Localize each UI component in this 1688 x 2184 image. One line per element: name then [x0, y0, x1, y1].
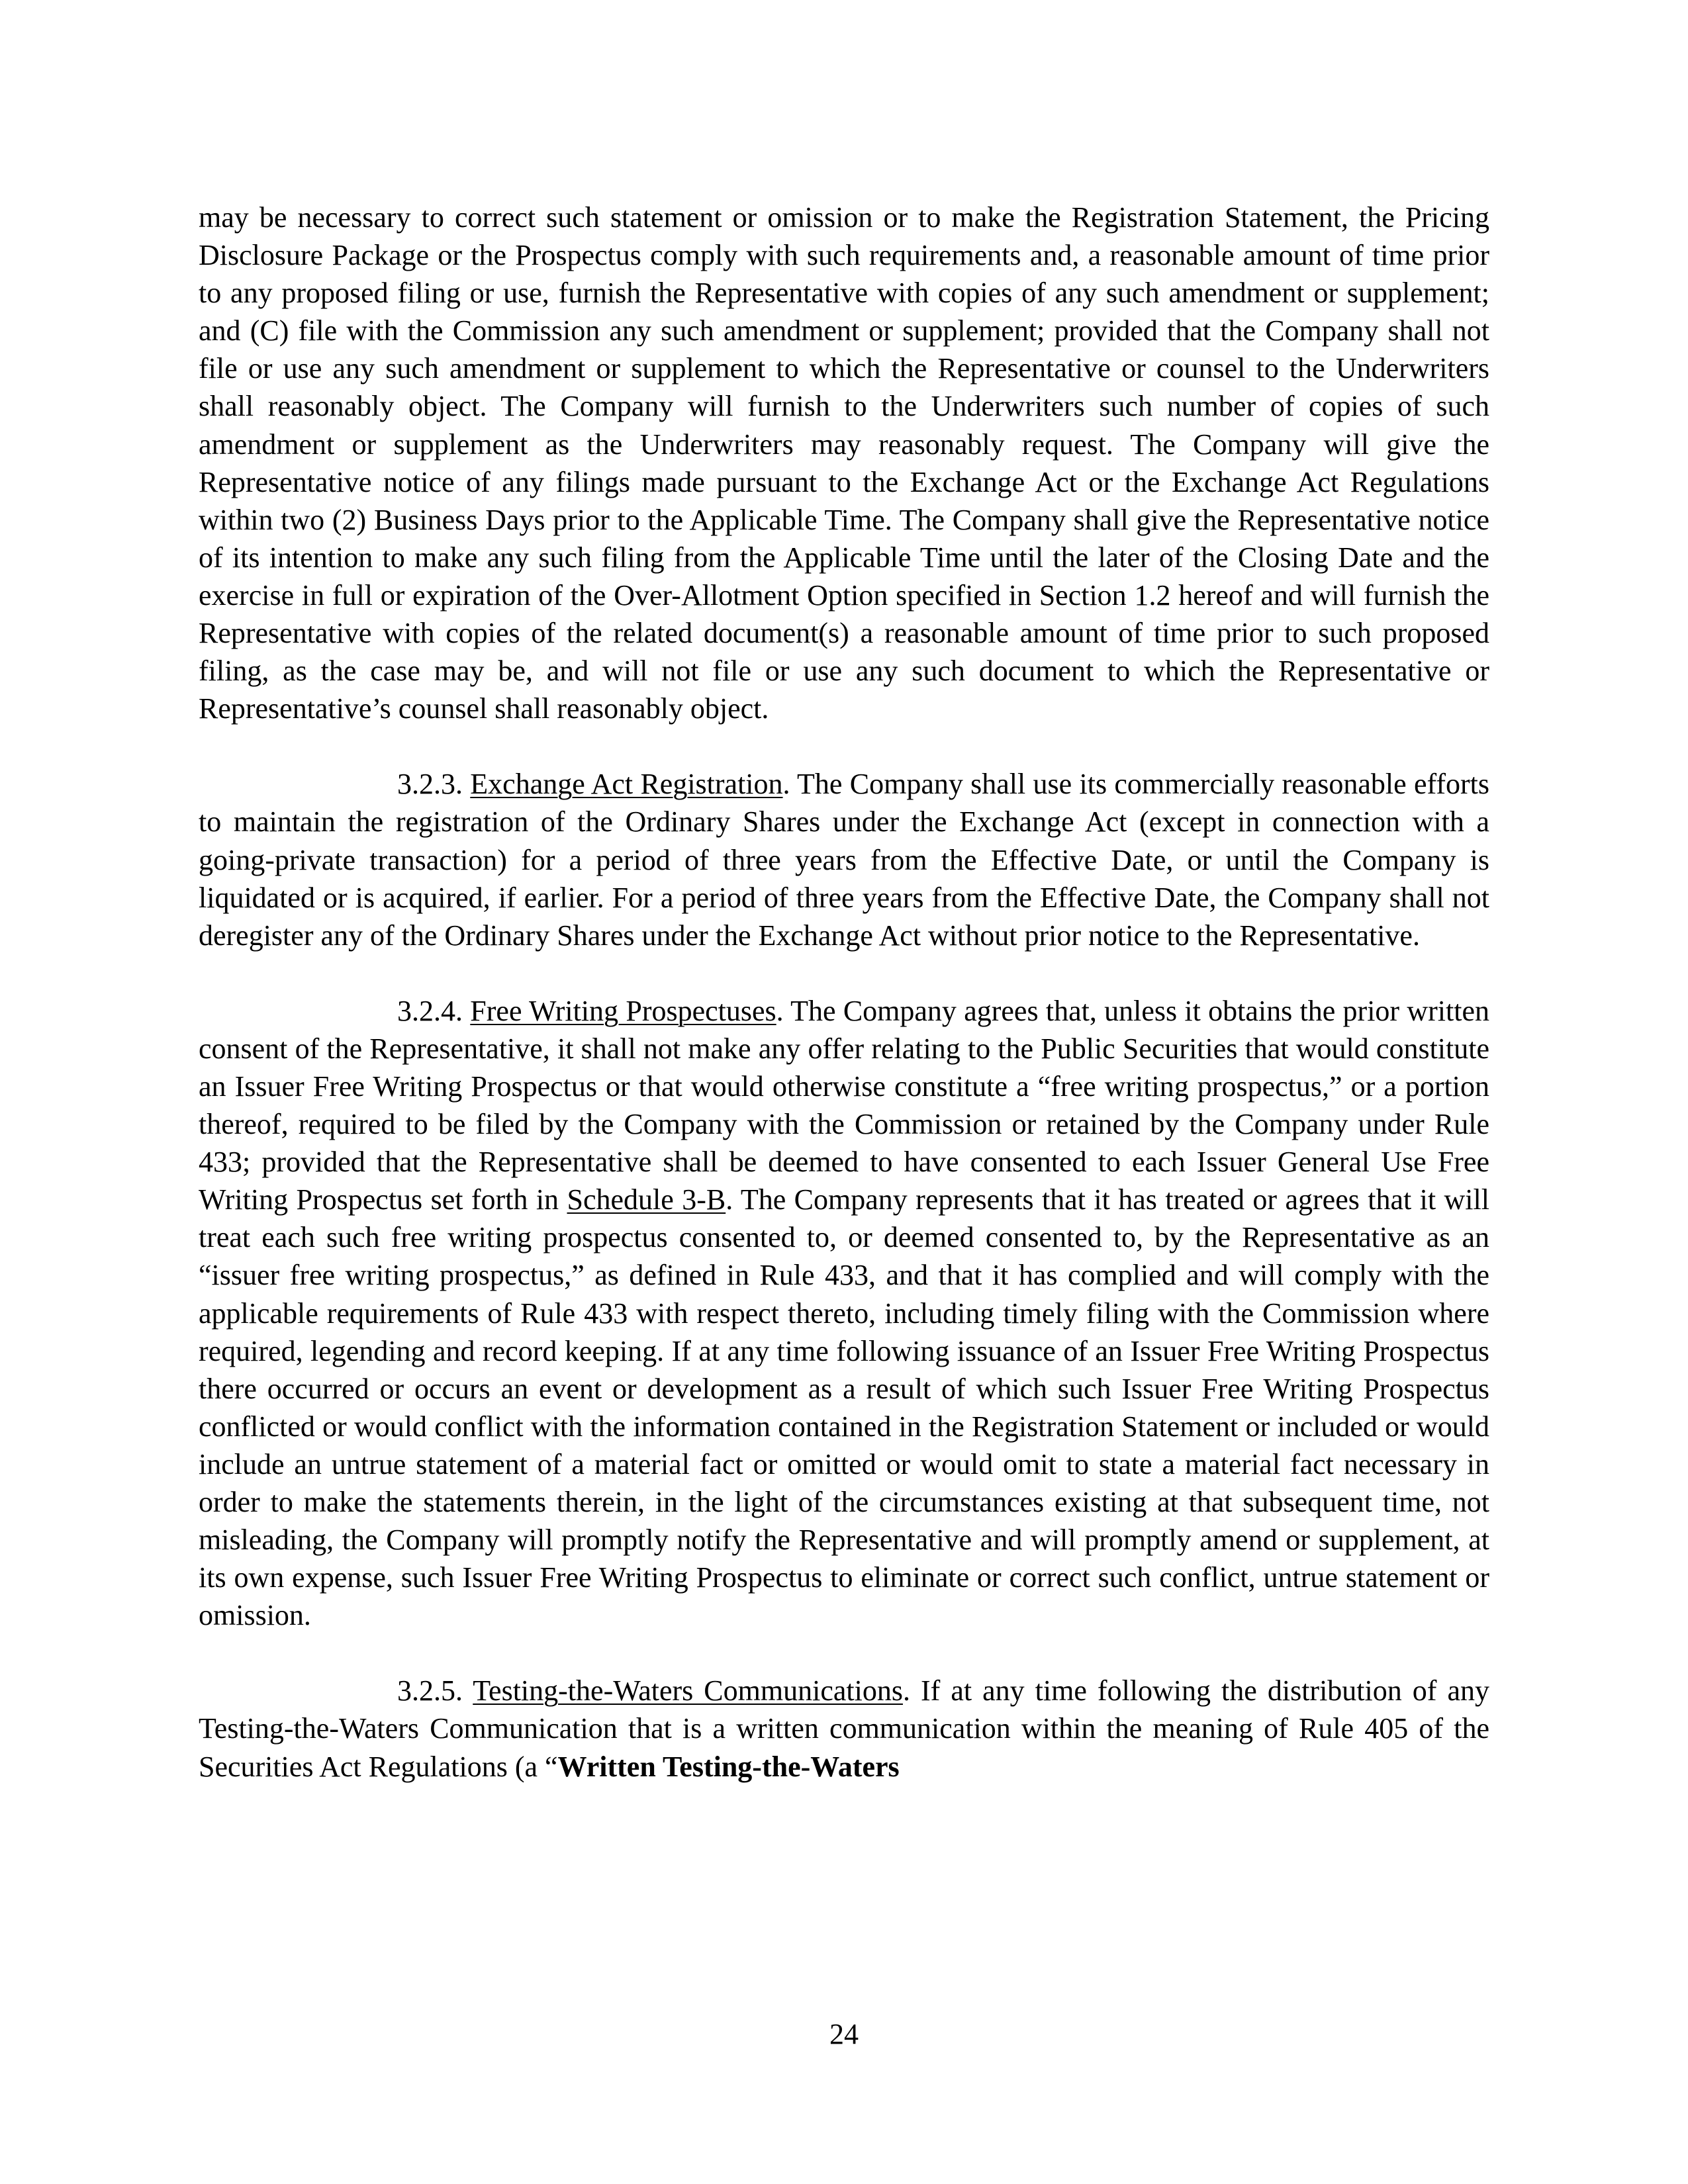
page-number: 24	[829, 2018, 859, 2050]
schedule-reference: Schedule 3-B	[567, 1183, 726, 1216]
section-body: The Company shall use its commercially reasonable efforts to maintain the registration of the Ordinary Shares under the Exchange Act (except in connection with a going-private transaction) for a period of three years from the Effective Date, or until the Company is liquidated or is acquired, if earlier. For a period of three years from the Effective Date, the Company shall not deregister any of the Ordinary Shares under the Exchange Act without prior notice to the Representative.	[199, 768, 1489, 952]
section-number: 3.2.3.	[397, 768, 463, 801]
section-3-2-3-paragraph	[199, 765, 1489, 954]
section-number: 3.2.5.	[397, 1674, 463, 1707]
heading-period: .	[902, 1674, 910, 1707]
continuation-paragraph	[199, 199, 1489, 727]
section-heading: Free Writing Prospectuses	[470, 994, 776, 1027]
section-heading: Exchange Act Registration	[470, 768, 783, 801]
section-number: 3.2.4.	[397, 994, 463, 1027]
section-3-2-4-paragraph	[199, 992, 1489, 1635]
heading-period: .	[782, 768, 790, 801]
defined-term: Written Testing-the-Waters	[557, 1750, 900, 1783]
section-3-2-5-paragraph	[199, 1672, 1489, 1785]
section-heading: Testing-the-Waters Communications	[473, 1674, 903, 1707]
section-body-part-2: . The Company represents that it has treated or agrees that it will treat each such free writing prospectus consented to, or deemed consented to, by the Representative as an “issuer free writing prospectus,” as defined in Rule 433, and that it has complied and will comply with the applicable requirements of Rule 433 with respect thereto, including timely filing with the Commission where required, legending and record keeping. If at any time following issuance of an Issuer Free Writing Prospectus there occurred or occurs an event or development as a result of which such Issuer Free Writing Prospectus conflicted or would conflict with the information contained in the Registration Statement or included or would include an untrue statement of a material fact or omitted or would omit to state a material fact necessary in order to make the statements therein, in the light of the circumstances existing at that subsequent time, not misleading, the Company will promptly notify the Representative and will promptly amend or supplement, at its own expense, such Issuer Free Writing Prospectus to eliminate or correct such conflict, untrue statement or omission.	[199, 1183, 1489, 1632]
heading-period: .	[776, 994, 784, 1027]
continuation-text: may be necessary to correct such statement or omission or to make the Registration Statement, the Pricing Disclosure Package or the Prospectus comply with such requirements and, a reasonable amount of time prior to any proposed filing or use, furnish the Representative with copies of any such amendment or supplement; and (C) file with the Commission any such amendment or supplement; provided that the Company shall not file or use any such amendment or supplement to which the Representative or counsel to the Underwriters shall reasonably object. The Company will furnish to the Underwriters such number of copies of such amendment or supplement as the Underwriters may reasonably request. The Company will give the Representative notice of any filings made pursuant to the Exchange Act or the Exchange Act Regulations within two (2) Business Days prior to the Applicable Time. The Company shall give the Representative notice of its intention to make any such filing from the Applicable Time until the later of the Closing Date and the exercise in full or expiration of the Over-Allotment Option specified in Section 1.2 hereof and will furnish the Representative with copies of the related document(s) a reasonable amount of time prior to such proposed filing, as the case may be, and will not file or use any such document to which the Representative or Representative’s counsel shall reasonably object.	[199, 201, 1489, 725]
section-body: If at any time following the distribution of any Testing-the-Waters Communication that is a written communication within the meaning of Rule 405 of the Securities Act Regulations (a “	[199, 1674, 1489, 1783]
document-page	[199, 199, 1489, 1786]
section-body-part-1: The Company agrees that, unless it obtains the prior written consent of the Representative, it shall not make any offer relating to the Public Securities that would constitute an Issuer Free Writing Prospectus or that would otherwise constitute a “free writing prospectus,” or a portion thereof, required to be filed by the Company with the Commission or retained by the Company under Rule 433; provided that the Representative shall be deemed to have consented to each Issuer General Use Free Writing Prospectus set forth in	[199, 994, 1490, 1216]
